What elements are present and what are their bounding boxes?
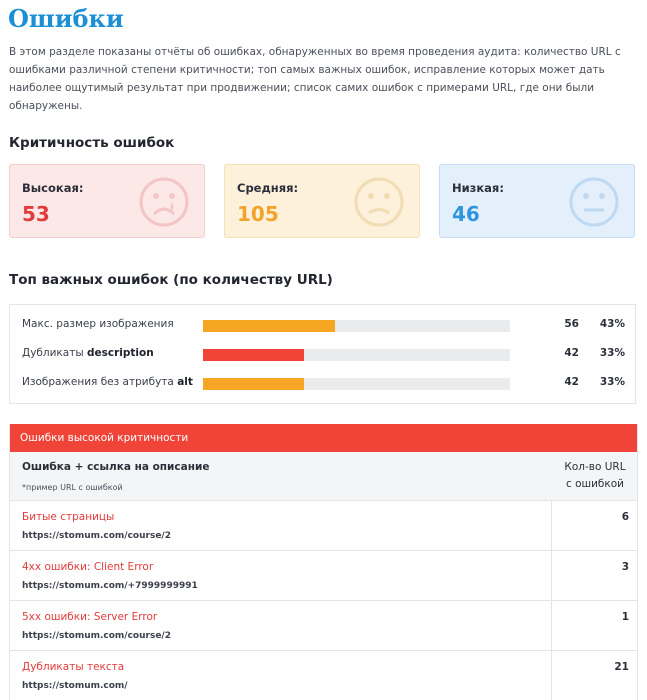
top-error-count: 56 bbox=[564, 318, 579, 330]
neutral-face-icon bbox=[568, 176, 620, 228]
page-title: Ошибки bbox=[8, 4, 124, 33]
error-link[interactable]: Дубликаты текста bbox=[22, 661, 125, 673]
progress-track bbox=[203, 378, 510, 390]
top-error-label: Макс. размер изображения bbox=[22, 318, 174, 330]
column-count-header: Кол-во URL с ошибкой bbox=[564, 461, 626, 490]
progress-track bbox=[203, 349, 510, 361]
card-label: Средняя: bbox=[237, 181, 299, 195]
card-value: 105 bbox=[237, 202, 279, 226]
error-link[interactable]: 5xx ошибки: Server Error bbox=[22, 611, 158, 623]
top-error-count: 42 bbox=[564, 376, 579, 388]
criticality-card-high bbox=[9, 164, 205, 238]
criticality-card-medium bbox=[224, 164, 420, 238]
top-error-percent: 33% bbox=[599, 347, 625, 359]
criticality-heading: Критичность ошибок bbox=[9, 135, 175, 151]
table-header bbox=[10, 452, 637, 501]
error-count: 3 bbox=[621, 561, 629, 573]
table-row bbox=[10, 551, 637, 601]
top-errors-heading: Топ важных ошибок (по количеству URL) bbox=[9, 272, 333, 288]
table-row bbox=[10, 601, 637, 651]
error-url[interactable]: https://stomum.com/+7999999991 bbox=[22, 581, 198, 591]
card-label: Высокая: bbox=[22, 181, 84, 195]
error-count: 1 bbox=[621, 611, 629, 623]
top-errors-panel bbox=[9, 304, 636, 404]
card-value: 53 bbox=[22, 202, 50, 226]
card-label: Низкая: bbox=[452, 181, 504, 195]
card-value: 46 bbox=[452, 202, 480, 226]
error-count: 6 bbox=[621, 511, 629, 523]
error-url[interactable]: https://stomum.com/course/2 bbox=[22, 631, 171, 641]
error-url[interactable]: https://stomum.com/ bbox=[22, 681, 128, 691]
progress-fill bbox=[203, 320, 335, 332]
sad-face-icon bbox=[138, 176, 190, 228]
top-error-count: 42 bbox=[564, 347, 579, 359]
progress-fill bbox=[203, 378, 304, 390]
top-error-percent: 33% bbox=[599, 376, 625, 388]
progress-fill bbox=[203, 349, 304, 361]
table-row bbox=[10, 501, 637, 551]
top-error-label: Дубликаты description bbox=[22, 347, 154, 359]
error-count: 21 bbox=[614, 661, 629, 673]
top-error-percent: 43% bbox=[599, 318, 625, 330]
error-link[interactable]: 4xx ошибки: Client Error bbox=[22, 561, 154, 573]
column-error-header: Ошибка + ссылка на описание bbox=[22, 461, 210, 473]
criticality-card-low bbox=[439, 164, 635, 238]
top-error-row bbox=[10, 344, 635, 364]
high-errors-table bbox=[9, 424, 638, 700]
top-error-label: Изображения без атрибута alt bbox=[22, 376, 193, 388]
top-error-row bbox=[10, 373, 635, 393]
intro-text: В этом разделе показаны отчёты об ошибках, обнаруженных во время проведения аудита: количество URL с ошибками различной степени критичности; топ самых важных ошибок, исправление которых может дать наиболее ощутимый результат при продвижении; список самих ошибок с примерами URL, где они были обнаружены. bbox=[9, 46, 621, 112]
column-error-note: *пример URL с ошибкой bbox=[22, 483, 123, 492]
frown-face-icon bbox=[353, 176, 405, 228]
table-row bbox=[10, 651, 637, 700]
progress-track bbox=[203, 320, 510, 332]
high-errors-heading: Ошибки высокой критичности bbox=[10, 424, 637, 452]
top-error-row bbox=[10, 315, 635, 335]
error-url[interactable]: https://stomum.com/course/2 bbox=[22, 531, 171, 541]
error-link[interactable]: Битые страницы bbox=[22, 511, 115, 523]
